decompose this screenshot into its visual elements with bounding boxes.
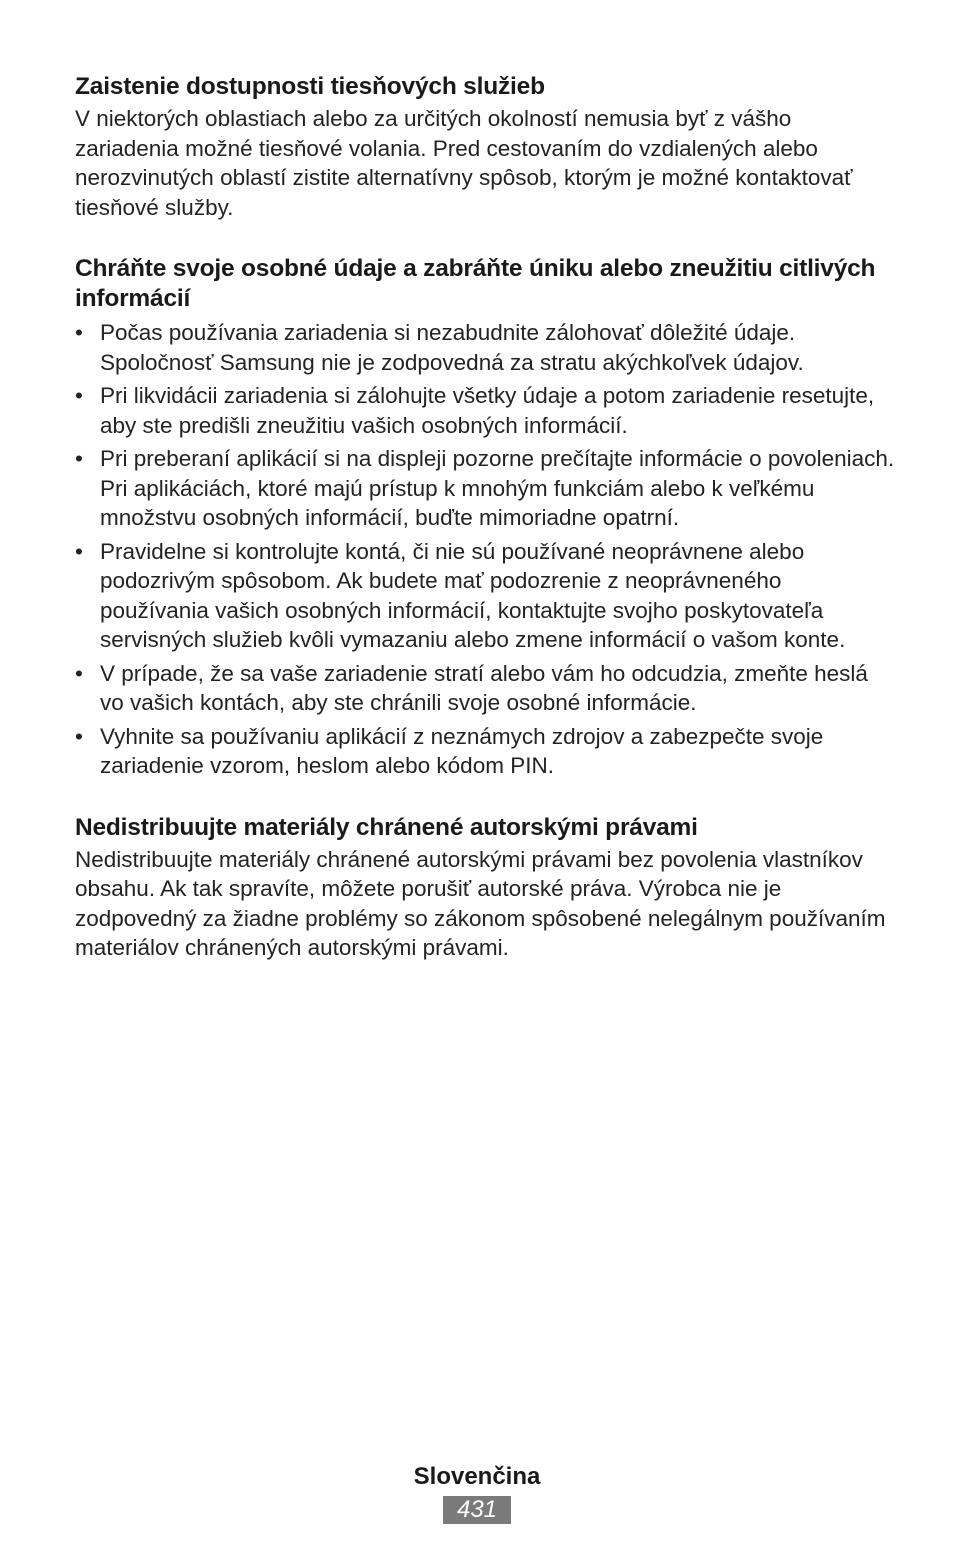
page-number-badge: 431 xyxy=(443,1496,511,1524)
bullet-icon: • xyxy=(75,723,83,749)
list-item xyxy=(75,537,895,655)
list-item xyxy=(75,318,895,377)
section-personal-data xyxy=(75,254,895,781)
list-item-text: V prípade, že sa vaše zariadenie stratí alebo vám ho odcudzia, zmeňte heslá vo vašich kontách, aby ste chránili svoje osobné informácie. xyxy=(100,660,868,715)
list-item-text: Počas používania zariadenia si nezabudnite zálohovať dôležité údaje. Spoločnosť Samsung nie je zodpovedná za stratu akýchkoľvek údajov. xyxy=(100,320,804,375)
section-heading: Zaistenie dostupnosti tiesňových služieb xyxy=(75,73,545,100)
bullet-icon: • xyxy=(75,446,83,471)
bullet-list xyxy=(75,318,895,781)
list-item-text: Pravidelne si kontrolujte kontá, či nie sú používané neoprávnene alebo podozrivým spôsobom. Ak budete mať podozrenie z neoprávneného používania vašich osobných informácií, kontaktujte svojho poskytovateľa servisných služieb kvôli vymazaniu alebo zmene informácií o vašom konte. xyxy=(100,538,846,652)
section-heading: Nedistribuujte materiály chránené autorskými právami xyxy=(75,813,698,841)
list-item xyxy=(75,444,895,533)
bullet-icon: • xyxy=(75,320,83,345)
bullet-icon: • xyxy=(75,538,83,564)
footer-language: Slovenčina xyxy=(413,1463,541,1490)
page-content xyxy=(75,72,895,995)
list-item xyxy=(75,381,895,440)
section-heading: Chráňte svoje osobné údaje a zabráňte úniku alebo zneužitiu citlivých informácií xyxy=(75,255,876,312)
list-item-text: Vyhnite sa používaniu aplikácií z neznámych zdrojov a zabezpečte svoje zariadenie vzorom, heslom alebo kódom PIN. xyxy=(100,723,824,778)
section-emergency-services xyxy=(75,72,895,222)
list-item-text: Pri likvidácii zariadenia si zálohujte všetky údaje a potom zariadenie resetujte, aby ste predišli zneužitiu vašich osobných informácií. xyxy=(100,383,875,438)
list-item xyxy=(75,659,895,718)
list-item xyxy=(75,722,895,781)
section-paragraph: V niektorých oblastiach alebo za určitých okolností nemusia byť z vášho zariadenia možné tiesňové volania. Pred cestovaním do vzdialených alebo nerozvinutých oblastí zistite alternatívny spôsob, ktorým je možné kontaktovať tiesňové služby. xyxy=(75,106,853,220)
section-copyright xyxy=(75,813,895,963)
page-footer xyxy=(0,1462,954,1524)
list-item-text: Pri preberaní aplikácií si na displeji pozorne prečítajte informácie o povoleniach. Pri aplikáciách, ktoré majú prístup k mnohým funkciám alebo k veľkému množstvu osobných informácií, buďte mimoriadne opatrní. xyxy=(100,446,895,530)
bullet-icon: • xyxy=(75,660,83,686)
section-paragraph: Nedistribuujte materiály chránené autorskými právami bez povolenia vlastníkov obsahu. Ak tak spravíte, môžete porušiť autorské práva. Výrobca nie je zodpovedný za žiadne problémy so zákonom spôsobené nelegálnym používaním materiálov chránených autorskými právami. xyxy=(75,846,886,960)
bullet-icon: • xyxy=(75,383,83,408)
